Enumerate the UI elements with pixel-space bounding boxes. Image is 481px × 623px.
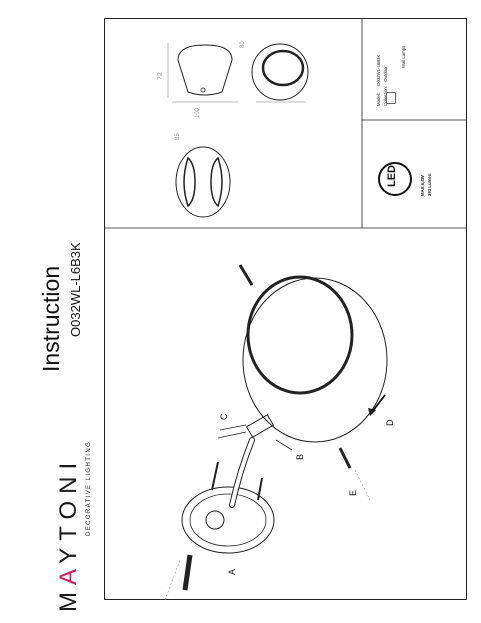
- led-badge-text: LED: [386, 165, 398, 187]
- info-category: Wall Lamps: [401, 45, 406, 68]
- maytoni-logo: MAYTONI: [55, 455, 82, 612]
- dim-diameter: 85: [175, 133, 181, 140]
- info-lumen: 393 Lumen: [427, 173, 432, 196]
- label-e: E: [348, 489, 358, 496]
- dim-width: 100: [195, 107, 201, 118]
- document-title: Instruction: [38, 265, 64, 372]
- label-b: B: [295, 453, 305, 460]
- brand-tagline: DECORATIVE LIGHTING: [86, 440, 92, 536]
- label-a: A: [227, 568, 237, 575]
- info-power: MAX 6,4W: [420, 175, 425, 196]
- model-number: O032WL-L6B3K: [68, 242, 83, 337]
- info-collection: Collection: Outdoor: [383, 66, 388, 106]
- label-d: D: [385, 419, 395, 426]
- info-model: Model: O032WL-L6B3K: [376, 54, 381, 106]
- dim-height: 72: [157, 72, 164, 80]
- label-c: C: [219, 413, 229, 420]
- dim-depth: 80: [240, 41, 246, 48]
